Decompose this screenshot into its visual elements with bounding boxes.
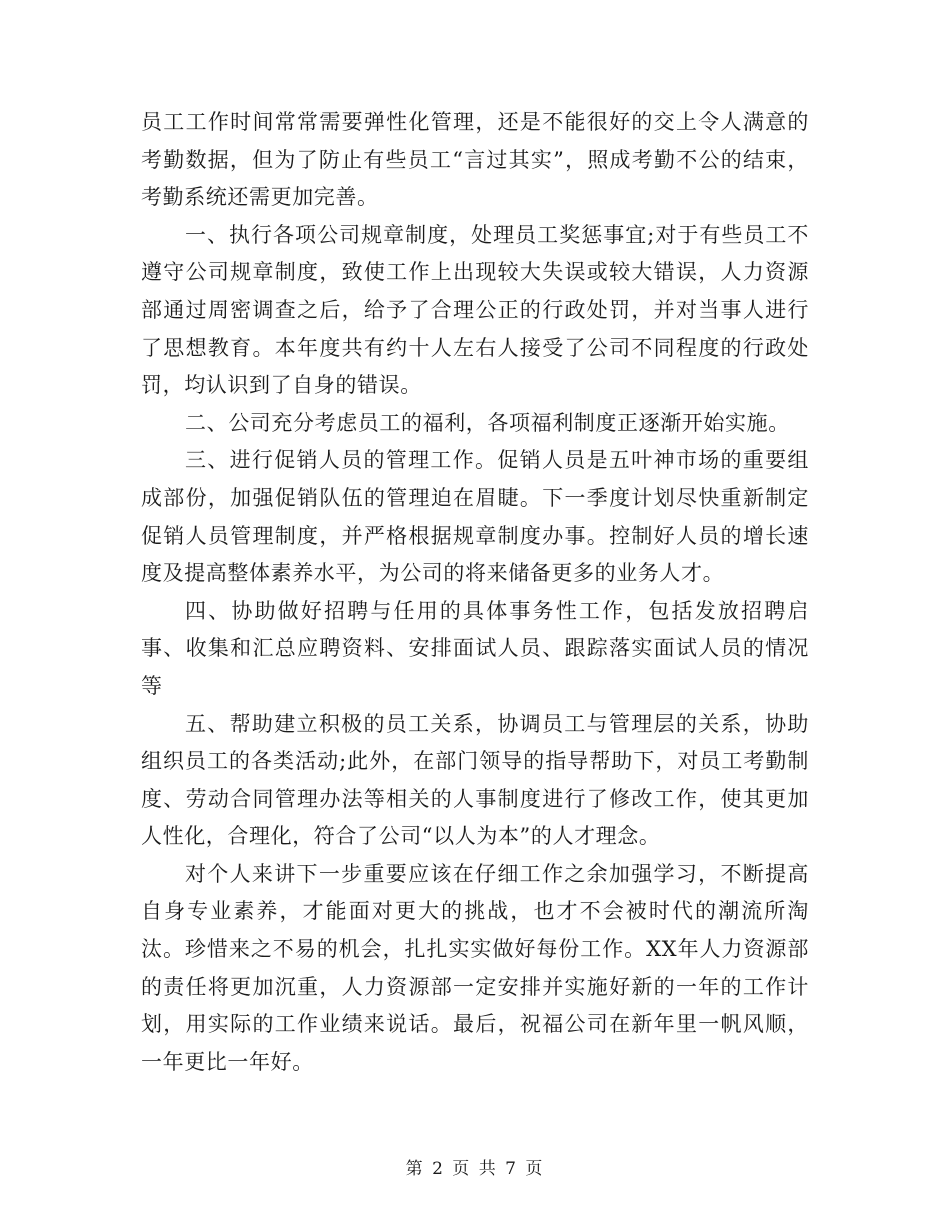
paragraph-5: 四、协助做好招聘与任用的具体事务性工作，包括发放招聘启事、收集和汇总应聘资料、安排面试人员、跟踪落实面试人员的情况等 — [141, 598, 809, 698]
paragraph-1: 员工工作时间常常需要弹性化管理，还是不能很好的交上令人满意的考勤数据，但为了防止有些员工“言过其实”，照成考勤不公的结束，考勤系统还需更加完善。 — [141, 110, 809, 210]
paragraph-7: 对个人来讲下一步重要应该在仔细工作之余加强学习，不断提高自身专业素养，才能面对更大的挑战，也才不会被时代的潮流所淘汰。珍惜来之不易的机会，扎扎实实做好每份工作。XX年人力资源部的责任将更加沉重，人力资源部一定安排并实施好新的一年的工作计划，用实际的工作业绩来说话。最后，祝福公司在新年里一帆风顺，一年更比一年好。 — [141, 861, 809, 1074]
page-number-label: 第 2 页 共 7 页 — [405, 1159, 545, 1179]
paragraph-4: 三、进行促销人员的管理工作。促销人员是五叶神市场的重要组成部份，加强促销队伍的管理迫在眉睫。下一季度计划尽快重新制定促销人员管理制度，并严格根据规章制度办事。控制好人员的增长速度及提高整体素养水平，为公司的将来储备更多的业务人才。 — [141, 448, 809, 586]
document-body — [141, 104, 809, 1081]
paragraph-6: 五、帮助建立积极的员工关系，协调员工与管理层的关系，协助组织员工的各类活动;此外，在部门领导的指导帮助下，对员工考勤制度、劳动合同管理办法等相关的人事制度进行了修改工作，使其更加人性化，合理化，符合了公司“以人为本”的人才理念。 — [141, 711, 809, 849]
page-footer — [0, 1154, 950, 1179]
paragraph-3: 二、公司充分考虑员工的福利，各项福利制度正逐渐开始实施。 — [185, 410, 790, 435]
paragraph-2: 一、执行各项公司规章制度，处理员工奖惩事宜;对于有些员工不遵守公司规章制度，致使工作上出现较大失误或较大错误，人力资源部通过周密调查之后，给予了合理公正的行政处罚，并对当事人进行了思想教育。本年度共有约十人左右人接受了公司不同程度的行政处罚，均认识到了自身的错误。 — [141, 222, 809, 398]
